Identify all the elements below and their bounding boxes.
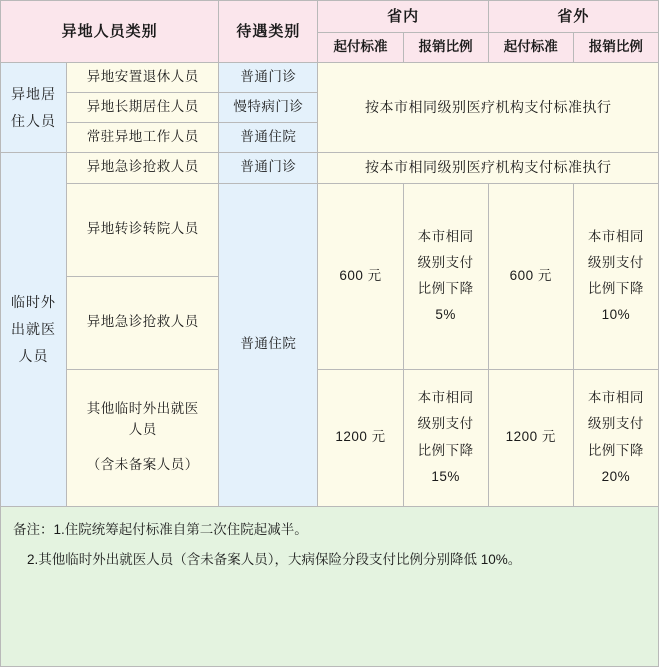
header-out-deductible: 起付标准 (488, 33, 573, 63)
value-group2-in-ratio-line3: 比例下降 (417, 442, 474, 458)
resident-merged-policy-note: 按本市相同级别医疗机构支付标准执行 (318, 63, 659, 153)
value-group1-in-ratio (403, 183, 488, 369)
value-group2-in-ratio-line1: 本市相同 (417, 390, 474, 405)
header-in-ratio: 报销比例 (403, 33, 488, 63)
table-footnotes (0, 507, 659, 667)
person-other-temporary-line1: 其他临时外出就医 (86, 401, 199, 417)
value-group2-out-ratio-line1: 本市相同 (587, 390, 644, 405)
table-row (1, 152, 659, 183)
value-group2-out-deductible: 1200 元 (488, 369, 573, 506)
value-group2-in-ratio-line2: 级别支付 (417, 416, 474, 432)
header-in-deductible: 起付标准 (318, 33, 403, 63)
value-group1-out-deductible: 600 元 (488, 183, 573, 369)
value-group1-out-ratio-line3: 比例下降 (587, 281, 644, 297)
person-emergency-rescue-outpatient: 异地急诊抢救人员 (67, 152, 219, 183)
person-emergency-rescue-inpatient: 异地急诊抢救人员 (67, 276, 219, 369)
emergency-merged-policy-note: 按本市相同级别医疗机构支付标准执行 (318, 152, 659, 183)
value-group1-in-ratio-line1: 本市相同 (417, 228, 474, 244)
value-group1-out-ratio-line1: 本市相同 (587, 228, 644, 244)
treatment-chronic-special-outpatient: 慢特病门诊 (219, 93, 318, 123)
value-group2-out-ratio-line2: 级别支付 (587, 416, 644, 432)
header-category: 异地人员类别 (1, 1, 219, 63)
category-temporary-label: 临时外出就医人员 (11, 294, 57, 364)
treatment-outpatient-general-1: 普通门诊 (219, 63, 318, 93)
person-other-temporary-line3: （含未备案人员） (86, 457, 199, 473)
category-resident: 异地居住人员 (1, 63, 67, 153)
treatment-inpatient-general-2: 普通住院 (219, 183, 318, 506)
header-group-out-province: 省外 (488, 1, 658, 33)
value-group2-out-ratio-line3: 比例下降 (587, 442, 644, 458)
footnote-line-1: 备注：1.住院统筹起付标准自第二次住院起减半。 (13, 521, 308, 537)
value-group2-in-deductible: 1200 元 (318, 369, 403, 506)
category-temporary (1, 152, 67, 506)
person-long-term-resident: 异地长期居住人员 (67, 93, 219, 123)
table-row (1, 183, 659, 276)
value-group1-out-ratio-line4: 10% (601, 307, 631, 323)
footnote-line-2: 2.其他临时外出就医人员（含未备案人员），大病保险分段支付比例分别降低 10%。 (27, 551, 522, 567)
value-group2-in-ratio (403, 369, 488, 506)
value-group1-in-deductible: 600 元 (318, 183, 403, 369)
person-other-temporary (67, 369, 219, 506)
value-group2-out-ratio-line4: 20% (601, 468, 631, 484)
person-referral-transfer: 异地转诊转院人员 (67, 183, 219, 276)
value-group1-out-ratio (573, 183, 658, 369)
table-row (1, 369, 659, 506)
table-row (1, 63, 659, 93)
value-group2-out-ratio (573, 369, 658, 506)
value-group1-in-ratio-line2: 级别支付 (417, 254, 474, 270)
header-out-ratio: 报销比例 (573, 33, 658, 63)
value-group1-in-ratio-line4: 5% (435, 307, 456, 323)
person-retired-settled: 异地安置退休人员 (67, 63, 219, 93)
header-group-in-province: 省内 (318, 1, 488, 33)
value-group1-out-ratio-line2: 级别支付 (587, 254, 644, 270)
person-other-temporary-line2: 人员 (128, 422, 157, 438)
treatment-inpatient-general-1: 普通住院 (219, 123, 318, 153)
person-stationed-worker: 常驻异地工作人员 (67, 123, 219, 153)
header-treatment: 待遇类别 (219, 1, 318, 63)
value-group2-in-ratio-line4: 15% (431, 468, 460, 484)
table-header-row-1 (1, 1, 659, 33)
value-group1-in-ratio-line3: 比例下降 (417, 281, 474, 297)
treatment-outpatient-general-2: 普通门诊 (219, 152, 318, 183)
